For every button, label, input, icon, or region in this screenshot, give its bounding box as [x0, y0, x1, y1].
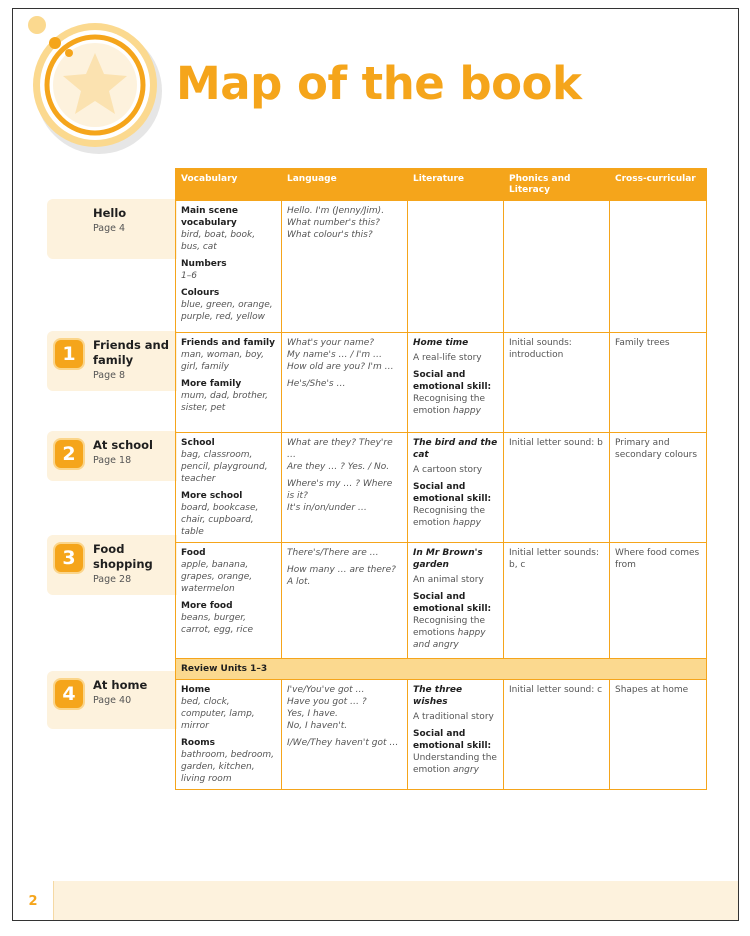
- column-header: Phonics and Literacy: [504, 169, 610, 201]
- language-cell: [282, 680, 408, 790]
- language-line: It's in/on/under …: [287, 503, 367, 513]
- story-title: Home time: [413, 338, 469, 348]
- literature-cell: [408, 543, 504, 659]
- table-row: [176, 433, 707, 543]
- language-line: My name's … / I'm …: [287, 350, 383, 360]
- vocabulary-cell: [176, 680, 282, 790]
- unit-name: Friends and family: [93, 338, 169, 367]
- cross-curricular-cell: [610, 201, 707, 333]
- vocab-items: bird, boat, book, bus, cat: [181, 230, 256, 252]
- story-type: A traditional story: [413, 712, 494, 722]
- vocab-items: man, woman, boy, girl, family: [181, 350, 264, 372]
- cross-curricular-cell: Primary and secondary colours: [610, 433, 707, 543]
- unit-number-badge: 3: [55, 544, 83, 572]
- language-line: A lot.: [287, 577, 311, 587]
- unit-page: Page 4: [93, 223, 126, 234]
- unit-label-4: [47, 671, 177, 729]
- cross-curricular-cell: Where food comes from: [610, 543, 707, 659]
- vocab-heading: Main scene vocabulary: [181, 206, 238, 228]
- vocab-heading: Friends and family: [181, 338, 275, 348]
- skill-text: Recognising the emotion happy: [413, 394, 485, 416]
- language-cell: [282, 543, 408, 659]
- cross-curricular-cell: Family trees: [610, 333, 707, 433]
- story-title: The three wishes: [413, 685, 463, 707]
- vocabulary-cell: [176, 333, 282, 433]
- page-title: Map of the book: [176, 57, 582, 110]
- unit-name: Food shopping: [93, 542, 153, 571]
- column-header: Vocabulary: [176, 169, 282, 201]
- story-title: The bird and the cat: [413, 438, 498, 460]
- table-row: [176, 201, 707, 333]
- vocab-heading: Rooms: [181, 738, 216, 748]
- language-line: What's your name?: [287, 338, 375, 348]
- unit-number-badge: 2: [55, 440, 83, 468]
- language-line: What are they? They're …: [287, 438, 393, 460]
- unit-page: Page 40: [93, 695, 132, 706]
- literature-cell: [408, 680, 504, 790]
- language-line: What number's this?: [287, 218, 380, 228]
- language-line: I/We/They haven't got …: [287, 738, 399, 748]
- literature-cell: [408, 201, 504, 333]
- language-line: How old are you? I'm …: [287, 362, 394, 372]
- unit-label-hello: [47, 199, 177, 259]
- unit-page: Page 18: [93, 455, 132, 466]
- vocabulary-cell: [176, 543, 282, 659]
- column-header: Literature: [408, 169, 504, 201]
- vocab-items: 1–6: [181, 271, 197, 281]
- language-line: What colour's this?: [287, 230, 373, 240]
- vocab-heading: More family: [181, 379, 242, 389]
- column-header: Cross-curricular: [610, 169, 707, 201]
- phonics-cell: Initial letter sounds: b, c: [504, 543, 610, 659]
- language-line: No, I haven't.: [287, 721, 348, 731]
- book-page: [12, 8, 739, 921]
- skill-text: Understanding the emotion angry: [413, 753, 497, 775]
- vocab-heading: Home: [181, 685, 211, 695]
- map-table: [175, 168, 707, 790]
- unit-name: Hello: [93, 206, 127, 220]
- unit-name: At home: [93, 678, 148, 692]
- skill-text: Recognising the emotion happy: [413, 506, 485, 528]
- vocab-items: mum, dad, brother, sister, pet: [181, 391, 269, 413]
- footer-bar: [13, 881, 739, 921]
- unit-number-badge: 1: [55, 340, 83, 368]
- skill-text: Recognising the emotions happy and angry: [413, 616, 486, 650]
- vocab-heading: Food: [181, 548, 206, 558]
- language-line: Are they … ? Yes. / No.: [287, 462, 390, 472]
- story-type: A real-life story: [413, 353, 482, 363]
- story-type: An animal story: [413, 575, 484, 585]
- story-title: In Mr Brown's garden: [413, 548, 483, 570]
- literature-cell: [408, 333, 504, 433]
- language-line: He's/She's …: [287, 379, 346, 389]
- vocabulary-cell: [176, 201, 282, 333]
- vocab-heading: More food: [181, 601, 233, 611]
- vocab-items: board, bookcase, chair, cupboard, table: [181, 503, 259, 537]
- story-type: A cartoon story: [413, 465, 483, 475]
- unit-page: Page 28: [93, 574, 132, 585]
- language-cell: [282, 201, 408, 333]
- skill-heading: Social and emotional skill:: [413, 370, 492, 392]
- review-row: [176, 659, 707, 680]
- unit-label-1: [47, 331, 177, 391]
- language-line: Hello. I'm (Jenny/Jim).: [287, 206, 385, 216]
- skill-heading: Social and emotional skill:: [413, 592, 492, 614]
- table-header-row: [176, 169, 707, 201]
- vocab-heading: Colours: [181, 288, 220, 298]
- star-medal-icon: [19, 11, 169, 161]
- column-header: Language: [282, 169, 408, 201]
- phonics-cell: Initial letter sound: c: [504, 680, 610, 790]
- unit-number-badge: 4: [55, 680, 83, 708]
- language-line: How many … are there?: [287, 565, 396, 575]
- cross-curricular-cell: Shapes at home: [610, 680, 707, 790]
- vocab-items: blue, green, orange, purple, red, yellow: [181, 300, 273, 322]
- phonics-cell: Initial letter sound: b: [504, 433, 610, 543]
- vocab-heading: More school: [181, 491, 243, 501]
- vocab-items: apple, banana, grapes, orange, watermelon: [181, 560, 253, 594]
- page-number: 2: [13, 881, 54, 921]
- vocabulary-cell: [176, 433, 282, 543]
- literature-cell: [408, 433, 504, 543]
- skill-heading: Social and emotional skill:: [413, 729, 492, 751]
- language-line: Yes, I have.: [287, 709, 338, 719]
- language-cell: [282, 433, 408, 543]
- vocab-heading: School: [181, 438, 215, 448]
- table-row: [176, 680, 707, 790]
- table-row: [176, 543, 707, 659]
- language-cell: [282, 333, 408, 433]
- vocab-heading: Numbers: [181, 259, 227, 269]
- language-line: There's/There are …: [287, 548, 379, 558]
- language-line: I've/You've got …: [287, 685, 365, 695]
- skill-heading: Social and emotional skill:: [413, 482, 492, 504]
- unit-label-3: [47, 535, 177, 595]
- vocab-items: bed, clock, computer, lamp, mirror: [181, 697, 255, 731]
- vocab-items: beans, burger, carrot, egg, rice: [181, 613, 253, 635]
- unit-page: Page 8: [93, 370, 126, 381]
- unit-name: At school: [93, 438, 153, 452]
- vocab-items: bathroom, bedroom, garden, kitchen, living room: [181, 750, 274, 784]
- vocab-items: bag, classroom, pencil, playground, teacher: [181, 450, 268, 484]
- language-line: Have you got … ?: [287, 697, 367, 707]
- review-label: Review Units 1–3: [176, 659, 707, 680]
- phonics-cell: Initial sounds: introduction: [504, 333, 610, 433]
- table-row: [176, 333, 707, 433]
- language-line: Where's my … ? Where is it?: [287, 479, 393, 501]
- phonics-cell: [504, 201, 610, 333]
- unit-label-2: [47, 431, 177, 481]
